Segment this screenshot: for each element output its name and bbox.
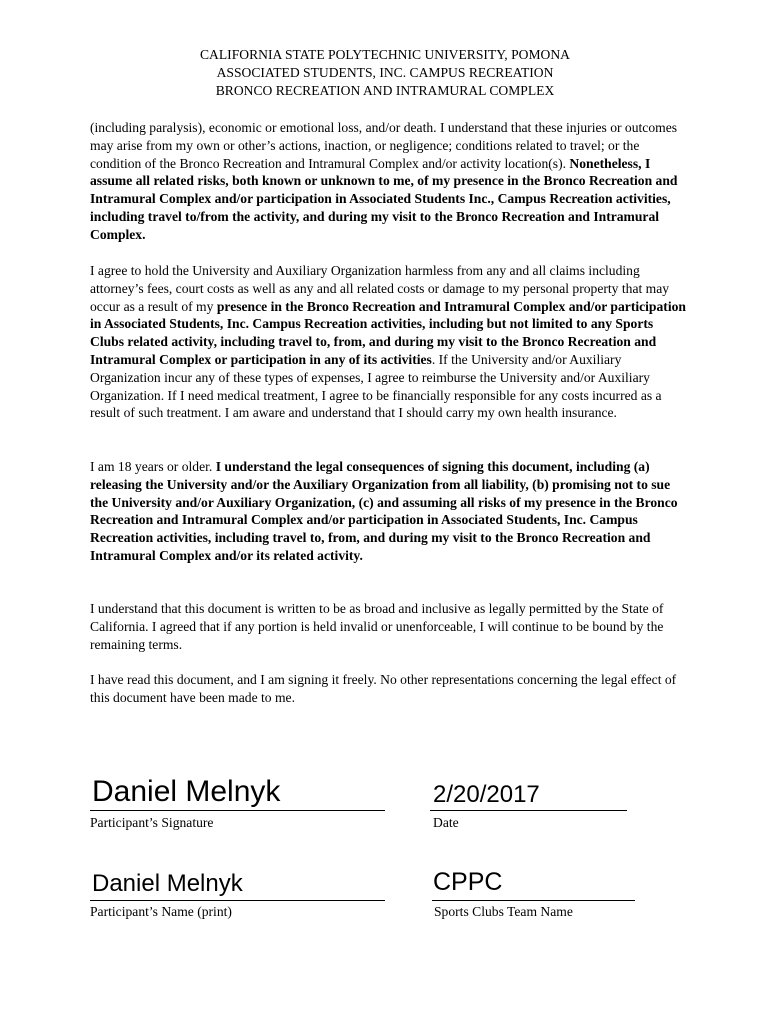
header-line-2: ASSOCIATED STUDENTS, INC. CAMPUS RECREATION [216, 65, 554, 80]
team-name-value[interactable]: CPPC [433, 868, 503, 896]
paragraph-hold-harmless [90, 262, 690, 422]
paragraph-bold-text: Nonetheless, I assume all related risks, both known or unknown to me, of my presence in the Bronco Recreation and Intramural Complex and/or participation in Associated Students Inc., Campus Recreation activities, including travel to/from the activity, and during my visit to the Bronco Recreation and Intramural Complex. [90, 155, 678, 242]
participant-name-value[interactable]: Daniel Melnyk [92, 870, 243, 897]
team-name-label: Sports Clubs Team Name [434, 904, 573, 919]
paragraph-risk-assumption [90, 119, 690, 244]
header-line-3: BRONCO RECREATION AND INTRAMURAL COMPLEX [215, 83, 555, 98]
date-value[interactable]: 2/20/2017 [433, 781, 540, 808]
paragraph-bold-text: I understand the legal consequences of signing this document, including (a) releasing the University and/or the Auxiliary Organization from all liability, (b) promising not to sue the University and/or Auxiliary Organization, (c) and assuming all risks of my presence in the Bronco Recreation and Intramural Complex and/or participation in Associated Students, Inc. Campus Recreation activities, including travel to, from, and during my visit to the Bronco Recreation and Intramural Complex and/or its related activity. [90, 459, 678, 563]
paragraph-bold-text: presence in the Bronco Recreation and Intramural Complex and/or participation in Associated Students, Inc. Campus Recreation activities, including but not limited to any Sports Clubs related activity, including travel to, from, and during my visit to the Bronco Recreation and Intramural Complex or participation in any of its activities [90, 298, 686, 367]
date-label: Date [433, 815, 459, 830]
document-header [0, 46, 770, 100]
team-line [432, 900, 635, 901]
paragraph-scope: I understand that this document is written to be as broad and inclusive as legally permitted by the State of California. I agreed that if any portion is held invalid or unenforceable, I will continue to be bound by the remaining terms. [90, 601, 664, 652]
participant-name-label: Participant’s Name (print) [90, 904, 232, 919]
name-line [90, 900, 385, 901]
paragraph-acknowledgement: I have read this document, and I am signing it freely. No other representations concerning the legal effect of this document have been made to me. [90, 672, 677, 705]
participant-signature-label: Participant’s Signature [90, 815, 214, 830]
paragraph-legal-consequences [90, 458, 690, 565]
header-line-1: CALIFORNIA STATE POLYTECHNIC UNIVERSITY, POMONA [199, 47, 570, 62]
paragraph-text: . If the University and/or Auxiliary Organization incur any of these types of expenses, I agree to reimburse the University and/or Auxiliary Organization. If I need medical treatment, I agree to be financially responsible for any costs incurred as a result of such treatment. I am aware and understand that I should carry my own health insurance. [90, 351, 662, 421]
participant-signature-value[interactable]: Daniel Melnyk [92, 775, 281, 808]
paragraph-text: I agree to hold the University and Auxiliary Organization harmless from any and all claims including attorney’s fees, court costs as well as any and all related costs or damage to my personal property that may occur as a result of my [90, 263, 670, 314]
paragraph-text: I am 18 years or older. [90, 459, 216, 474]
paragraph-text: (including paralysis), economic or emotional loss, and/or death. I understand that these injuries or outcomes may arise from my own or other’s actions, inaction, or negligence; conditions related to travel; or the condition of the Bronco Recreation and Intramural Complex and/or activity location(s). [90, 120, 678, 171]
signature-line [90, 810, 385, 811]
date-line [430, 810, 627, 811]
